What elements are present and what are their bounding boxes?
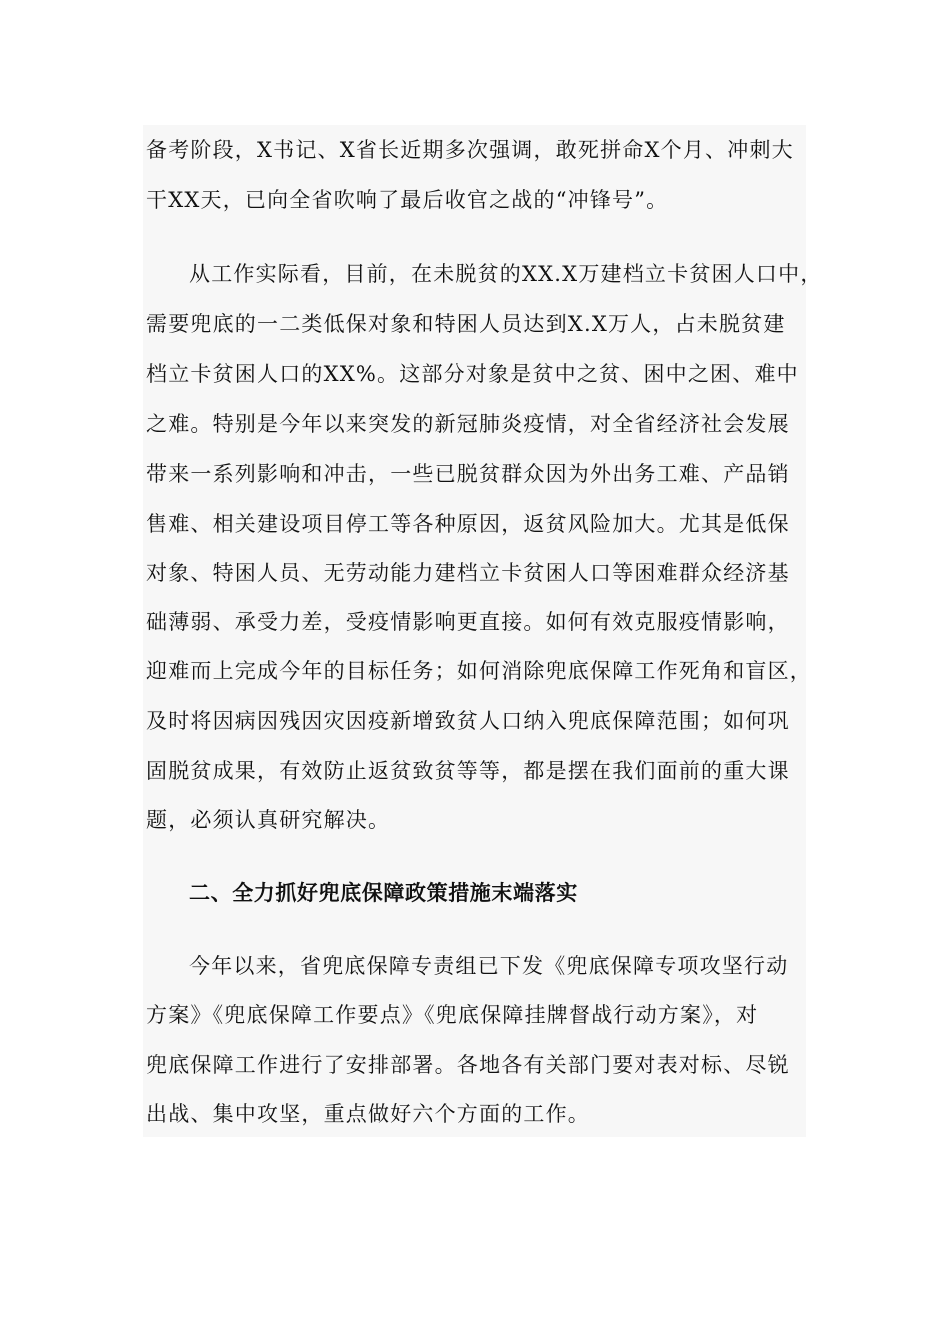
paragraph-3-line-1: 今年以来，省兜底保障专责组已下发《兜底保障专项攻坚行动 bbox=[189, 954, 789, 978]
paragraph-1-line-1: 备考阶段，X书记、X省长近期多次强调，敢死拼命X个月、冲刺大 bbox=[146, 138, 794, 162]
paragraph-2-line-1: 从工作实际看，目前，在未脱贫的XX.X万建档立卡贫困人口中， bbox=[189, 262, 823, 286]
paragraph-2-line-8: 础薄弱、承受力差，受疫情影响更直接。如何有效克服疫情影响， bbox=[146, 610, 790, 634]
paragraph-3-line-4: 出战、集中攻坚，重点做好六个方面的工作。 bbox=[146, 1102, 590, 1126]
paragraph-2-line-6: 售难、相关建设项目停工等各种原因，返贫风险加大。尤其是低保 bbox=[146, 512, 790, 536]
paragraph-1-line-2: 干XX天，已向全省吹响了最后收官之战的“冲锋号”。 bbox=[146, 188, 669, 212]
paragraph-2-line-3: 档立卡贫困人口的XX%。这部分对象是贫中之贫、困中之困、难中 bbox=[146, 362, 799, 386]
paragraph-2-line-2: 需要兜底的一二类低保对象和特困人员达到X.X万人，占未脱贫建 bbox=[146, 312, 786, 336]
paragraph-2-line-7: 对象、特困人员、无劳动能力建档立卡贫困人口等困难群众经济基 bbox=[146, 561, 790, 585]
paragraph-2-line-4: 之难。特别是今年以来突发的新冠肺炎疫情，对全省经济社会发展 bbox=[146, 412, 790, 436]
paragraph-2-line-5: 带来一系列影响和冲击，一些已脱贫群众因为外出务工难、产品销 bbox=[146, 462, 790, 486]
paragraph-3-line-3: 兜底保障工作进行了安排部署。各地各有关部门要对表对标、尽锐 bbox=[146, 1053, 790, 1077]
paragraph-2-line-11: 固脱贫成果，有效防止返贫致贫等等，都是摆在我们面前的重大课 bbox=[146, 759, 790, 783]
paragraph-2-line-10: 及时将因病因残因灾因疫新增致贫人口纳入兜底保障范围；如何巩 bbox=[146, 709, 790, 733]
paragraph-2-line-9: 迎难而上完成今年的目标任务；如何消除兜底保障工作死角和盲区， bbox=[146, 659, 812, 683]
paragraph-2-line-12: 题，必须认真研究解决。 bbox=[146, 808, 391, 832]
paragraph-3-line-2: 方案》《兜底保障工作要点》《兜底保障挂牌督战行动方案》，对 bbox=[146, 1003, 759, 1027]
section-heading: 二、全力抓好兜底保障政策措施末端落实 bbox=[189, 881, 578, 905]
